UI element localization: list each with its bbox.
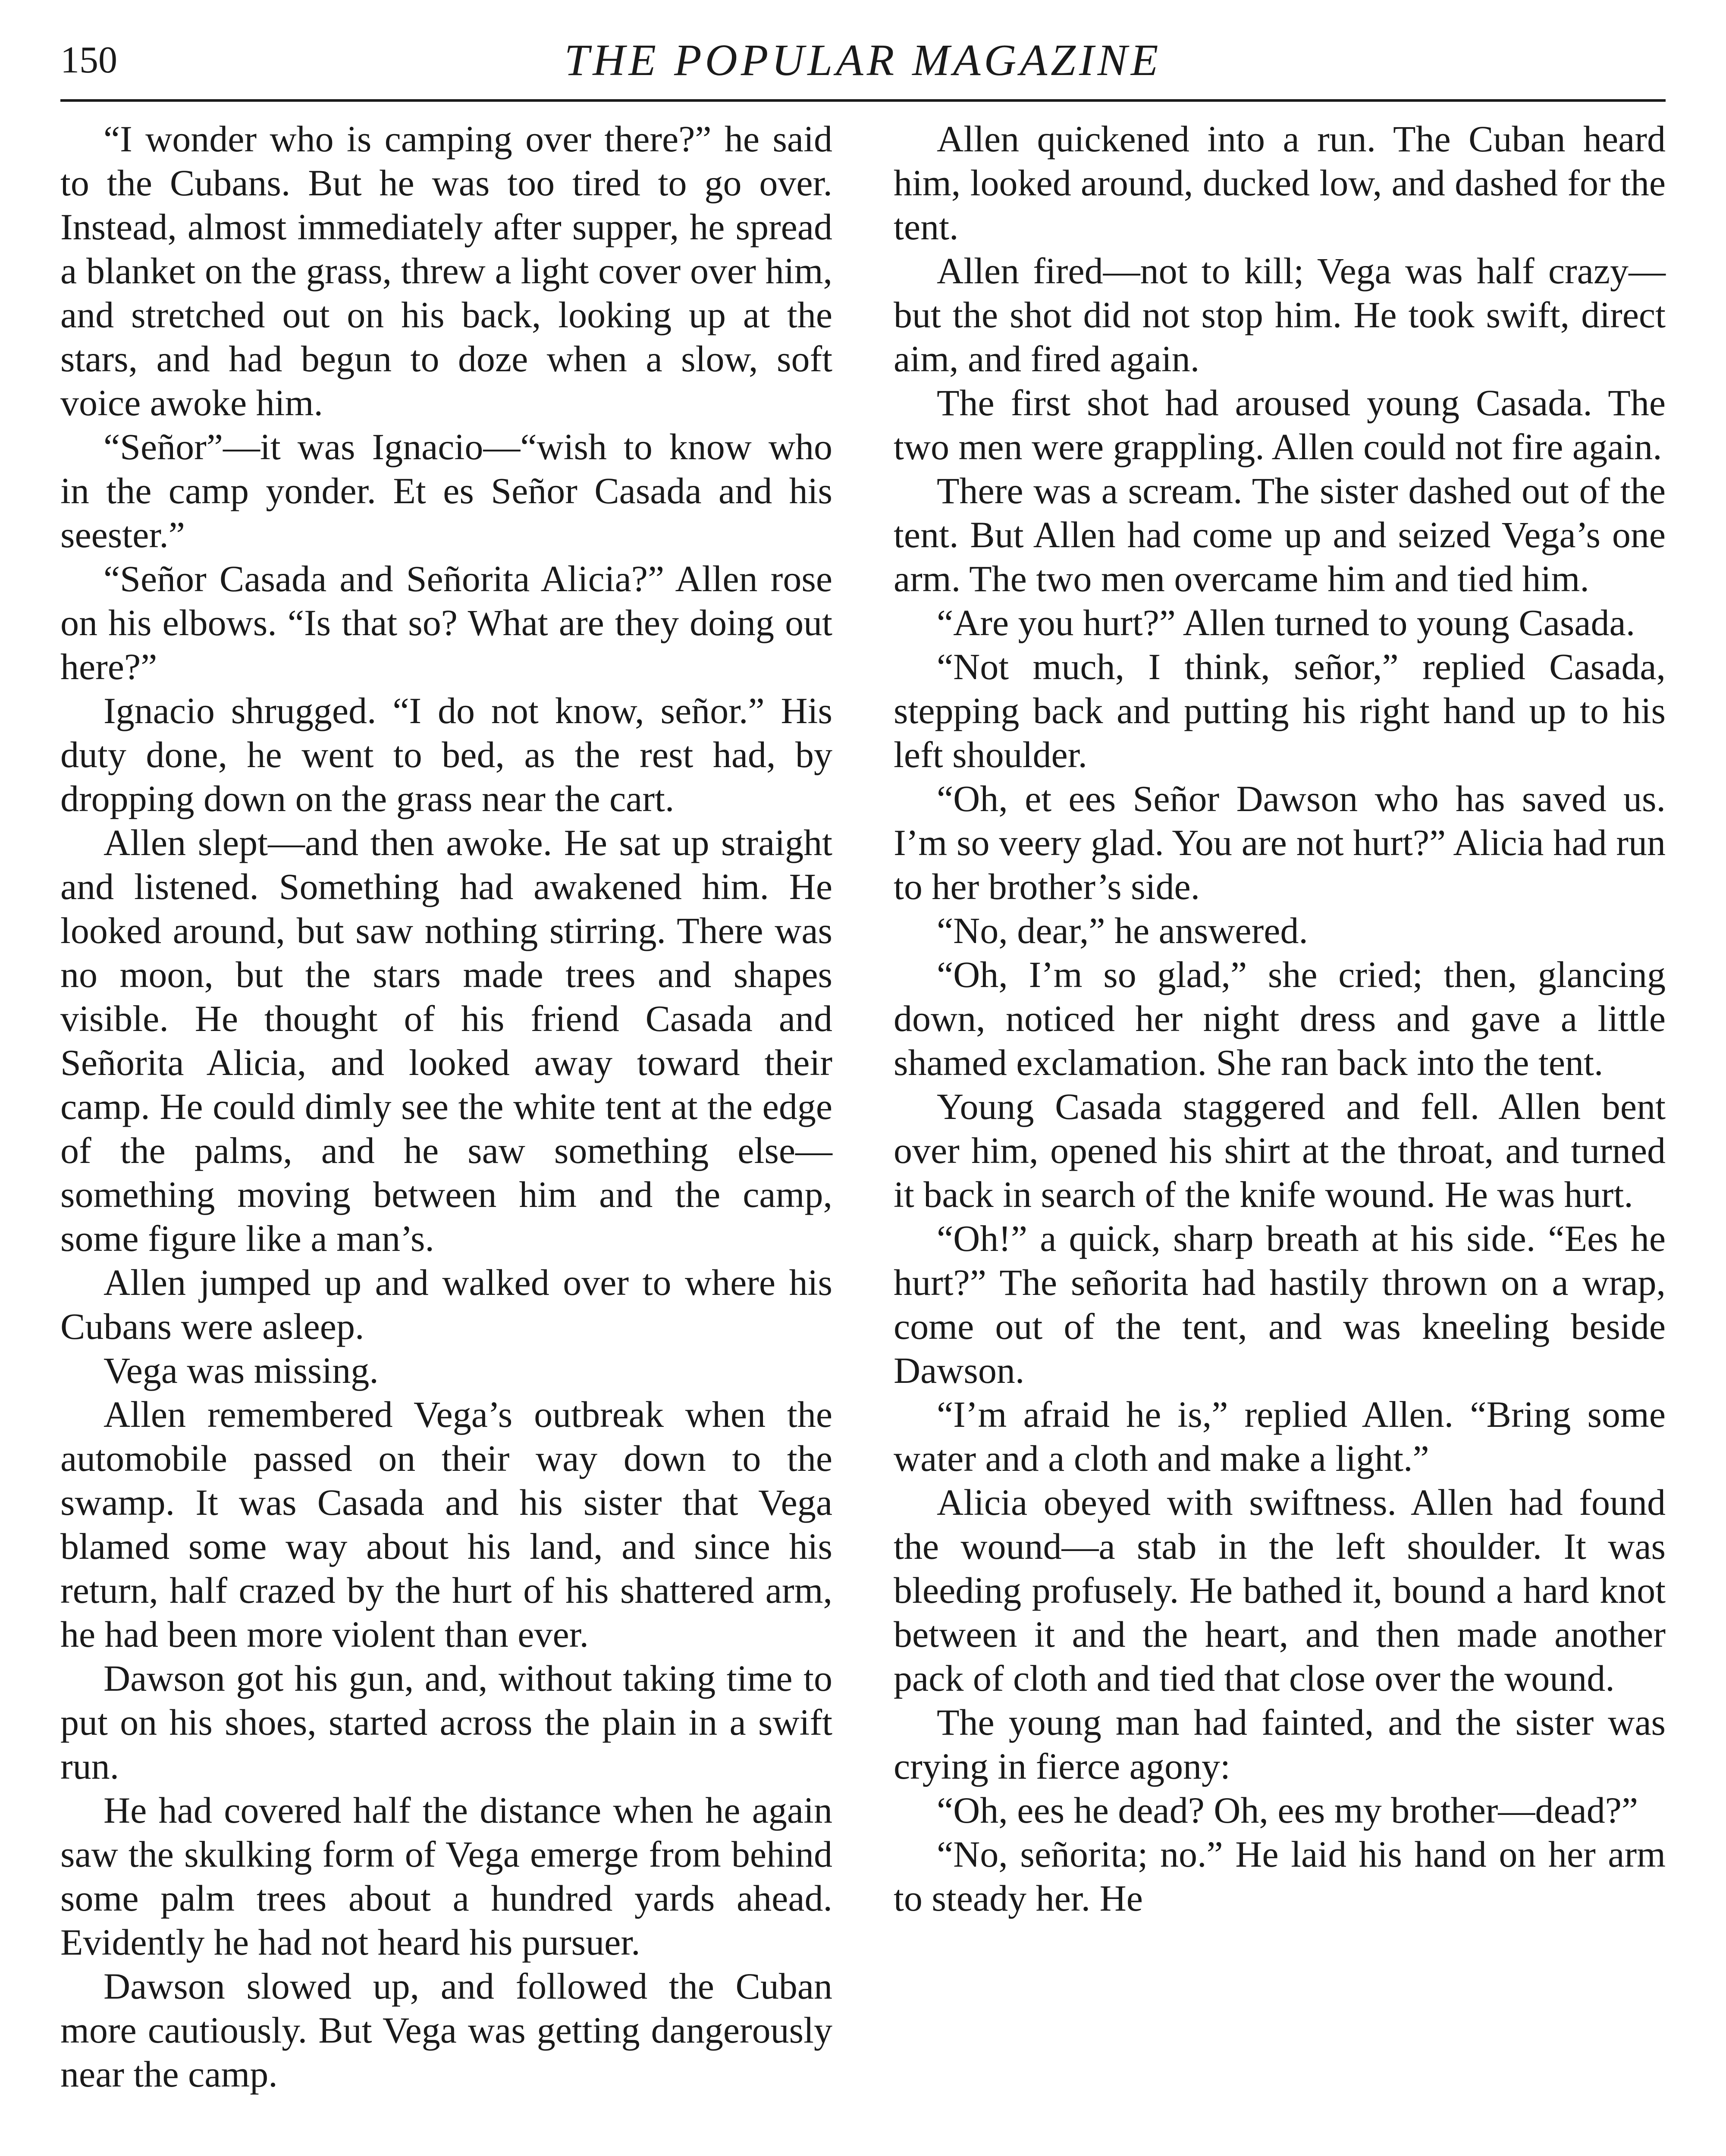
paragraph: Allen slept—and then awoke. He sat up straight and listened. Something had awakened him. He looked around, but saw nothing stirring. There was no moon, but the stars made trees and shapes visible. He thought of his friend Casada and Señorita Alicia, and looked away toward their camp. He could dimly see the white tent at the edge of the palms, and he saw something else—something moving between him and the camp, some figure like a man’s.	[60, 822, 832, 1259]
paragraph: “Señor”—it was Ignacio—“wish to know who in the camp yonder. Et es Señor Casada and his seester.”	[60, 426, 832, 555]
paragraph: “Oh!” a quick, sharp breath at his side. “Ees he hurt?” The señorita had hastily thrown on a wrap, come out of the tent, and was kneeling beside Dawson.	[894, 1218, 1666, 1391]
paragraph: Dawson got his gun, and, without taking time to put on his shoes, started across the plain in a swift run.	[60, 1658, 832, 1787]
paragraph: “Oh, et ees Señor Dawson who has saved us. I’m so veery glad. You are not hurt?” Alicia had run to her brother’s side.	[894, 778, 1666, 907]
paragraph: Young Casada staggered and fell. Allen bent over him, opened his shirt at the throat, and turned it back in search of the knife wound. He was hurt.	[894, 1086, 1666, 1215]
paragraph: Allen quickened into a run. The Cuban heard him, looked around, ducked low, and dashed for the tent.	[894, 118, 1666, 248]
paragraph: “No, señorita; no.” He laid his hand on her arm to steady her. He	[894, 1833, 1666, 1919]
paragraph: The young man had fainted, and the sister was crying in fierce agony:	[894, 1702, 1666, 1787]
paragraph: “Not much, I think, señor,” replied Casada, stepping back and putting his right hand up to his left shoulder.	[894, 646, 1666, 775]
paragraph: There was a scream. The sister dashed out of the tent. But Allen had come up and seized Vega’s one arm. The two men overcame him and tied him.	[894, 470, 1666, 599]
paragraph: “No, dear,” he answered.	[937, 910, 1308, 951]
page-number: 150	[60, 39, 117, 81]
paragraph: Dawson slowed up, and followed the Cuban more cautiously. But Vega was getting dangerously near the camp.	[60, 1965, 832, 2095]
paragraph: Allen remembered Vega’s outbreak when the automobile passed on their way down to the swamp. It was Casada and his sister that Vega blamed some way about his land, and since his return, half crazed by the hurt of his shattered arm, he had been more violent than ever.	[60, 1394, 832, 1655]
paragraph: “Are you hurt?” Allen turned to young Casada.	[937, 602, 1635, 643]
paragraph: He had covered half the distance when he again saw the skulking form of Vega emerge from behind some palm trees about a hundred yards ahead. Evidently he had not heard his pursuer.	[60, 1789, 832, 1963]
paragraph: “I’m afraid he is,” replied Allen. “Bring some water and a cloth and make a light.”	[894, 1394, 1666, 1479]
running-head: THE POPULAR MAGAZINE	[564, 35, 1162, 85]
paragraph: The first shot had aroused young Casada. The two men were grappling. Allen could not fire again.	[894, 382, 1666, 467]
paragraph: Allen jumped up and walked over to where his Cubans were asleep.	[60, 1262, 832, 1347]
paragraph: “Señor Casada and Señorita Alicia?” Allen rose on his elbows. “Is that so? What are they doing out here?”	[60, 558, 832, 687]
left-column	[60, 117, 832, 2096]
paragraph: “Oh, ees he dead? Oh, ees my brother—dead?”	[937, 1789, 1638, 1831]
paragraph: Alicia obeyed with swiftness. Allen had found the wound—a stab in the left shoulder. It was bleeding profusely. He bathed it, bound a hard knot between it and the heart, and then made another pack of cloth and tied that close over the wound.	[894, 1482, 1666, 1699]
paragraph: “Oh, I’m so glad,” she cried; then, glancing down, noticed her night dress and gave a little shamed exclamation. She ran back into the tent.	[894, 954, 1666, 1083]
text-columns	[60, 117, 1666, 2096]
page-header	[60, 34, 1666, 102]
right-column	[894, 117, 1666, 2096]
paragraph: Vega was missing.	[104, 1350, 379, 1391]
paragraph: Allen fired—not to kill; Vega was half crazy—but the shot did not stop him. He took swift, direct aim, and fired again.	[894, 250, 1666, 379]
paragraph: “I wonder who is camping over there?” he said to the Cubans. But he was too tired to go over. Instead, almost immediately after supper, he spread a blanket on the grass, threw a light cover over him, and stretched out on his back, looking up at the stars, and had begun to doze when a slow, soft voice awoke him.	[60, 118, 832, 423]
paragraph: Ignacio shrugged. “I do not know, señor.” His duty done, he went to bed, as the rest had, by dropping down on the grass near the cart.	[60, 690, 832, 819]
